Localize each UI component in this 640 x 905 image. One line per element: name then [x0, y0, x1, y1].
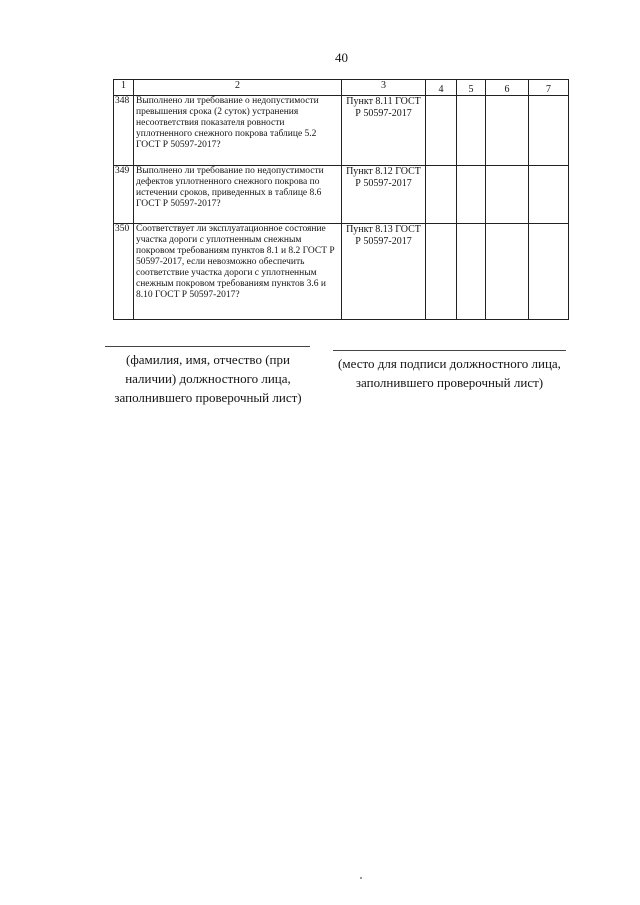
- answer-cell[interactable]: [426, 166, 457, 224]
- table-header-row: [114, 80, 569, 96]
- answer-cell[interactable]: [486, 166, 529, 224]
- table-row: [114, 166, 569, 224]
- column-header: 4: [426, 80, 457, 96]
- answer-cell[interactable]: [486, 224, 529, 320]
- answer-cell[interactable]: [457, 224, 486, 320]
- row-reference: Пункт 8.11 ГОСТ Р 50597-2017: [342, 96, 426, 166]
- row-number: 348: [114, 96, 134, 166]
- answer-cell[interactable]: [426, 96, 457, 166]
- row-question: Выполнено ли требование о недопустимости превышения срока (2 суток) устранения несоответствия показателя ровности уплотненного снежного покрова таблице 5.2 ГОСТ Р 50597-2017?: [134, 96, 342, 166]
- answer-cell[interactable]: [426, 224, 457, 320]
- row-question: Соответствует ли эксплуатационное состояние участка дороги с уплотненным снежным покровом требованиям пунктов 8.1 и 8.2 ГОСТ Р 50597-2017, если невозможно обеспечить соответствие участка дороги с уплотненным снежным покровом требованиям пунктов 3.6 и 8.10 ГОСТ Р 50597-2017?: [134, 224, 342, 320]
- table-row: [114, 224, 569, 320]
- column-header: 6: [486, 80, 529, 96]
- answer-cell[interactable]: [457, 96, 486, 166]
- page-number: 40: [335, 50, 348, 65]
- signature-place-line: [333, 350, 566, 351]
- table-row: [114, 96, 569, 166]
- row-reference: Пункт 8.12 ГОСТ Р 50597-2017: [342, 166, 426, 224]
- row-number: 349: [114, 166, 134, 224]
- answer-cell[interactable]: [486, 96, 529, 166]
- checklist-table: [113, 79, 569, 320]
- row-number: 350: [114, 224, 134, 320]
- column-header: 1: [114, 80, 134, 96]
- column-header: 3: [342, 80, 426, 96]
- name-signature-line: [105, 346, 310, 347]
- column-header: 5: [457, 80, 486, 96]
- answer-cell[interactable]: [457, 166, 486, 224]
- signature-place-caption: (место для подписи должностного лица, заполнившего проверочный лист): [338, 356, 561, 390]
- name-signature-caption: (фамилия, имя, отчество (при наличии) должностного лица, заполнившего проверочный лист): [114, 352, 302, 405]
- scan-speck: [360, 877, 362, 879]
- row-reference: Пункт 8.13 ГОСТ Р 50597-2017: [342, 224, 426, 320]
- answer-cell[interactable]: [529, 224, 569, 320]
- answer-cell[interactable]: [529, 166, 569, 224]
- answer-cell[interactable]: [529, 96, 569, 166]
- column-header: 7: [529, 80, 569, 96]
- row-question: Выполнено ли требование по недопустимости дефектов уплотненного снежного покрова по истечении сроков, приведенных в таблице 8.6 ГОСТ Р 50597-2017?: [134, 166, 342, 224]
- column-header: 2: [134, 80, 342, 96]
